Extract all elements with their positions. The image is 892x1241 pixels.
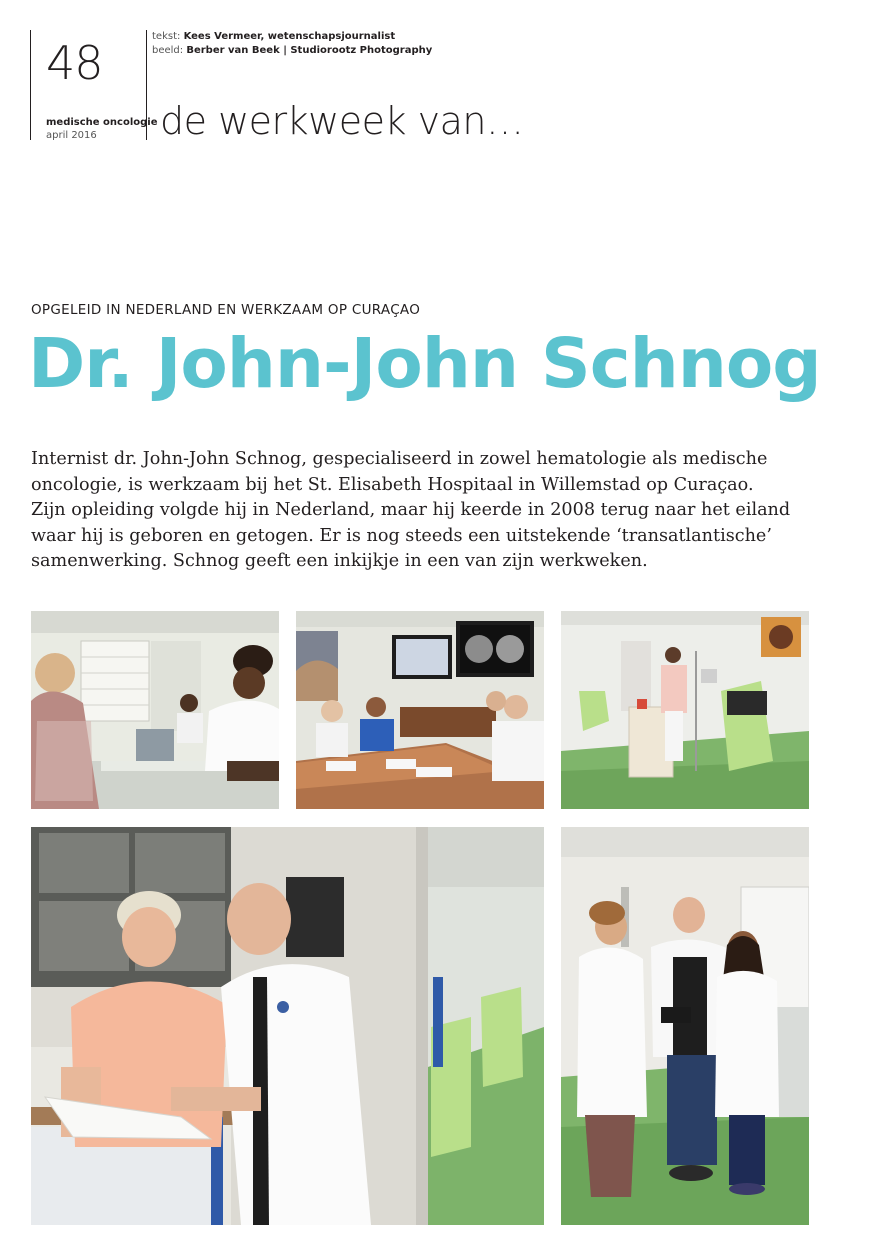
headline: Dr. John-John Schnog <box>28 324 821 404</box>
photo-treatment-room <box>561 611 809 809</box>
intro-paragraph <box>31 447 821 575</box>
credit-image-value: Berber van Beek | Studiorootz Photography <box>186 45 433 56</box>
intro-line: Zijn opleiding volgde hij in Nederland, maar hij keerde in 2008 terug naar het eiland <box>31 500 791 520</box>
page-number: 48 <box>46 36 103 90</box>
header-rule-left <box>30 30 31 140</box>
intro-line: waar hij is geboren en getogen. Er is nog steeds een uitstekende ‘transatlantische’ <box>31 525 772 546</box>
credit-text-value: Kees Vermeer, wetenschapsjournalist <box>183 31 396 42</box>
photo-reception-desk <box>31 611 279 809</box>
kicker: OPGELEID IN NEDERLAND EN WERKZAAM OP CURAÇAO <box>31 302 421 318</box>
intro-line: samenwerking. Schnog geeft een inkijkje in een van zijn werkweken. <box>31 551 648 571</box>
section-title: de werkweek van… <box>160 99 524 143</box>
credit-text <box>152 30 432 44</box>
issue-date: april 2016 <box>46 130 97 141</box>
photo-meeting-room <box>296 611 544 809</box>
credit-text-label: tekst: <box>152 31 181 42</box>
credit-image-label: beeld: <box>152 45 184 56</box>
photo-consultation-corridor <box>31 827 544 1225</box>
intro-line: Internist dr. John-John Schnog, gespecialiseerd in zowel hematologie als medische <box>31 449 768 469</box>
credits <box>152 30 432 58</box>
journal-name: medische oncologie <box>46 117 158 128</box>
intro-line: oncologie, is werkzaam bij het St. Elisabeth Hospitaal in Willemstad op Curaçao. <box>31 474 754 495</box>
credit-image <box>152 44 432 58</box>
photo-doctor-with-residents <box>561 827 809 1225</box>
